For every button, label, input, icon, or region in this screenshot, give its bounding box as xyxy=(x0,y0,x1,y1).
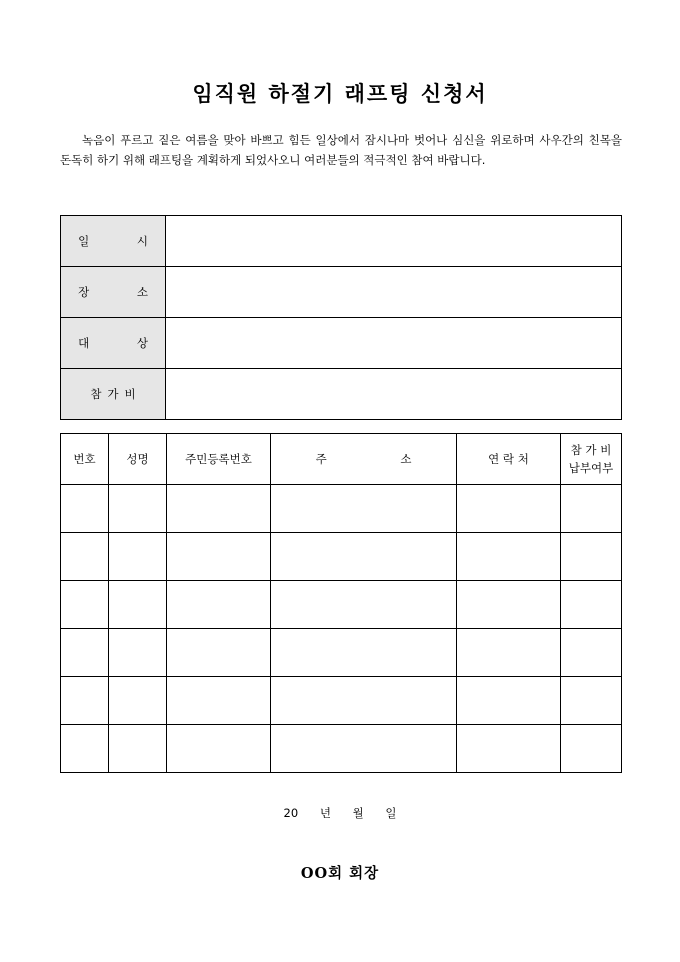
info-row-target xyxy=(61,318,622,369)
info-value-fee[interactable] xyxy=(166,369,622,420)
table-row xyxy=(61,533,622,581)
cell-number[interactable] xyxy=(61,581,109,629)
label-text: 장 소 xyxy=(78,285,170,299)
cell-fee-paid[interactable] xyxy=(561,485,622,533)
header-fee-line: 참 가 비 xyxy=(570,443,612,457)
table-row xyxy=(61,677,622,725)
cell-contact[interactable] xyxy=(457,581,561,629)
info-value-target[interactable] xyxy=(166,318,622,369)
cell-resident-number[interactable] xyxy=(167,581,271,629)
cell-address[interactable] xyxy=(271,677,457,725)
header-resident-number: 주민등록번호 xyxy=(167,434,271,485)
info-label-target xyxy=(61,318,170,369)
info-value-place[interactable] xyxy=(166,267,622,318)
cell-fee-paid[interactable] xyxy=(561,533,622,581)
info-label-date xyxy=(61,216,170,267)
cell-number[interactable] xyxy=(61,677,109,725)
header-name: 성명 xyxy=(109,434,167,485)
info-row-place xyxy=(61,267,622,318)
organization-signature: OO회 회장 xyxy=(300,865,380,882)
cell-address[interactable] xyxy=(271,725,457,773)
date-text: 20 년 월 일 xyxy=(283,806,397,820)
table-row xyxy=(61,485,622,533)
info-value-date[interactable] xyxy=(166,216,622,267)
table-row xyxy=(61,629,622,677)
cell-resident-number[interactable] xyxy=(167,485,271,533)
header-paid-line: 납부여부 xyxy=(568,461,614,475)
info-label-place xyxy=(61,267,170,318)
cell-fee-paid[interactable] xyxy=(561,677,622,725)
document-title: 임직원 하절기 래프팅 신청서 xyxy=(192,81,488,106)
cell-contact[interactable] xyxy=(457,629,561,677)
header-address xyxy=(271,434,457,485)
table-row xyxy=(61,725,622,773)
cell-name[interactable] xyxy=(109,677,167,725)
cell-number[interactable] xyxy=(61,533,109,581)
cell-name[interactable] xyxy=(109,629,167,677)
cell-resident-number[interactable] xyxy=(167,725,271,773)
cell-resident-number[interactable] xyxy=(167,629,271,677)
cell-address[interactable] xyxy=(271,629,457,677)
label-text: 일 시 xyxy=(78,234,170,248)
cell-name[interactable] xyxy=(109,485,167,533)
label-text: 참가비 xyxy=(90,387,142,401)
cell-name[interactable] xyxy=(109,725,167,773)
info-label-fee xyxy=(61,369,166,420)
cell-fee-paid[interactable] xyxy=(561,629,622,677)
cell-contact[interactable] xyxy=(457,533,561,581)
label-text: 대 상 xyxy=(78,336,170,350)
cell-number[interactable] xyxy=(61,485,109,533)
cell-resident-number[interactable] xyxy=(167,677,271,725)
info-row-fee xyxy=(61,369,622,420)
cell-address[interactable] xyxy=(271,485,457,533)
cell-fee-paid[interactable] xyxy=(561,581,622,629)
cell-contact[interactable] xyxy=(457,677,561,725)
cell-contact[interactable] xyxy=(457,485,561,533)
roster-header-row xyxy=(61,434,622,485)
cell-number[interactable] xyxy=(61,629,109,677)
cell-resident-number[interactable] xyxy=(167,533,271,581)
info-row-date xyxy=(61,216,622,267)
header-number: 번호 xyxy=(61,434,109,485)
cell-fee-paid[interactable] xyxy=(561,725,622,773)
roster-table xyxy=(60,433,622,773)
header-fee-paid xyxy=(561,434,622,485)
date-line xyxy=(0,805,680,821)
header-address-text: 주 소 xyxy=(315,452,412,466)
cell-address[interactable] xyxy=(271,581,457,629)
table-row xyxy=(61,581,622,629)
intro-paragraph: 녹음이 푸르고 짙은 여름을 맞아 바쁘고 힘든 일상에서 잠시나마 벗어나 심신을 위로하며 사우간의 친목을 돈독히 하기 위해 래프팅을 계획하게 되었사오니 여러분들의 적극적인 참여 바랍니다. xyxy=(60,133,622,167)
cell-name[interactable] xyxy=(109,533,167,581)
cell-number[interactable] xyxy=(61,725,109,773)
header-contact: 연 락 처 xyxy=(457,434,561,485)
info-table xyxy=(60,215,622,420)
cell-name[interactable] xyxy=(109,581,167,629)
cell-address[interactable] xyxy=(271,533,457,581)
cell-contact[interactable] xyxy=(457,725,561,773)
